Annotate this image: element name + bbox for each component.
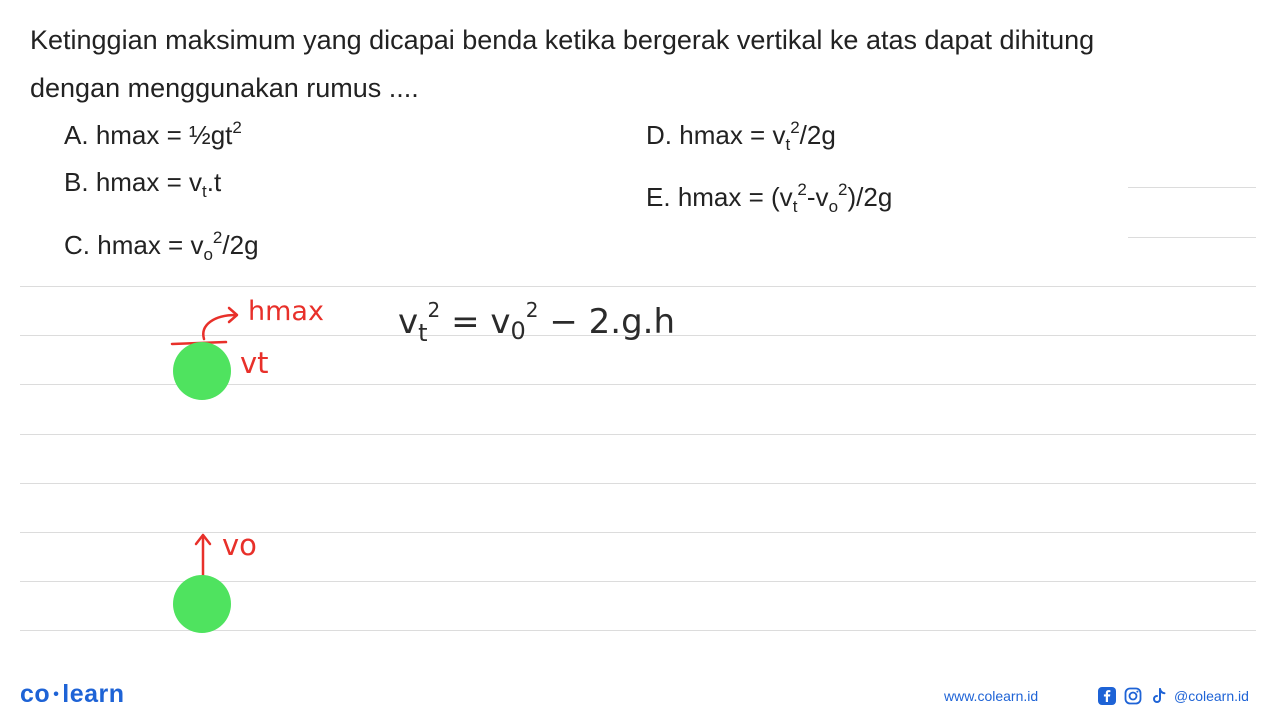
option-formula-sub: t [202,182,207,201]
question-text: Ketinggian maksimum yang dicapai benda ketika bergerak vertikal ke atas dapat dihitung dengan menggunakan rumus .... [30,25,1095,103]
equation-rest: − 2.g.h [538,302,676,342]
option-formula-sup: 2 [212,228,223,247]
option-formula-lhs: hmax = v [679,120,786,150]
website-link[interactable]: www.colearn.id [944,688,1039,704]
option-formula-half: ½ [189,120,211,150]
option-formula-sup: 2 [790,118,800,137]
equation-rhs-sup: 2 [525,298,539,322]
ruled-line [20,483,1256,484]
option-formula-sub: o [203,245,213,264]
option-formula-sub: o [828,197,839,216]
option-formula-sub: t [785,135,791,154]
equation-rhs-sub: 0 [510,317,526,345]
option-b[interactable] [64,167,221,202]
option-d[interactable] [646,118,836,155]
hmax-label: hmax [248,296,324,327]
equation-lhs-sup: 2 [427,298,441,322]
option-formula-sup: 2 [797,180,807,199]
option-letter: A. [64,120,89,150]
option-formula-lhs: hmax = (v [677,182,793,212]
option-letter: C. [64,230,90,260]
option-c[interactable] [64,228,259,265]
option-formula-lhs: hmax = v [97,230,204,260]
social-handle[interactable]: @colearn.id [1174,688,1249,704]
option-letter: E. [646,182,671,212]
equation-lhs-sub: t [418,319,428,347]
option-a[interactable] [64,118,242,151]
equation-lhs-v: v [398,302,419,342]
option-formula-lhs: hmax = [95,120,190,150]
vt-label: vt [240,346,269,380]
option-formula-tail: /2g [222,230,259,260]
option-formula-tail: .t [206,167,222,197]
ruled-line [1128,187,1256,188]
option-letter: D. [646,120,672,150]
option-formula-lhs: hmax = v [95,167,203,197]
vo-label: vo [222,528,257,562]
option-letter: B. [64,167,89,197]
logo-learn: learn [62,680,125,708]
facebook-icon[interactable] [1098,687,1116,705]
option-formula-tail: /2g [799,120,836,150]
equation-equals: = [440,302,491,342]
equation-rhs-v: v [490,302,511,342]
tiktok-icon[interactable] [1150,687,1168,705]
option-formula-g: gt [210,120,233,150]
option-formula-tail: )/2g [847,182,893,212]
logo-co: co [20,680,51,708]
option-formula-exp: 2 [232,118,242,137]
ball-top [173,342,231,400]
vo-arrow-icon [186,528,226,580]
colearn-logo [20,680,125,709]
ruled-line [20,434,1256,435]
instagram-icon[interactable] [1124,687,1142,705]
ruled-line [1128,237,1256,238]
ball-bottom [173,575,231,633]
option-formula-sup: 2 [838,180,848,199]
option-formula-sub: t [792,197,798,216]
logo-dot-icon: • [53,686,60,703]
ruled-line [20,286,1256,287]
handwritten-equation [398,298,675,347]
option-formula-mid: -v [806,182,829,212]
option-e[interactable] [646,180,892,217]
